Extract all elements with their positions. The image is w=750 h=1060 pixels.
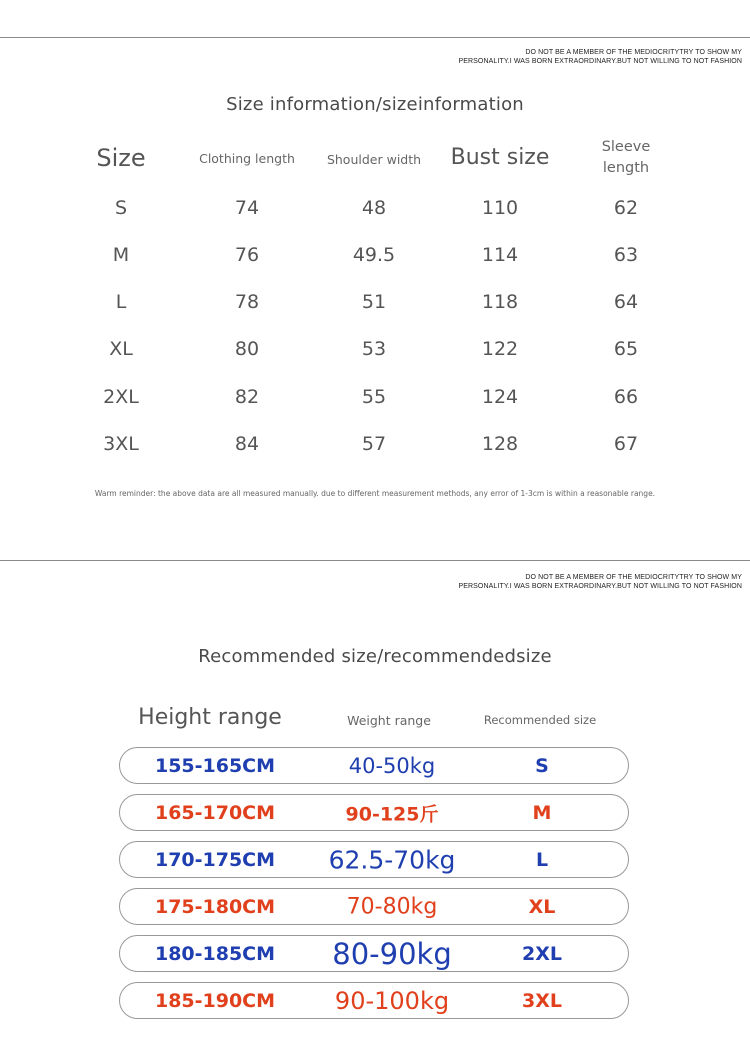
- tagline-line-1: DO NOT BE A MEMBER OF THE MEDIOCRITYTRY TO SHOW MY: [525, 574, 742, 581]
- recommended-size-value: 2XL: [522, 942, 562, 965]
- table-row: [0, 197, 750, 227]
- recommended-size-value: 3XL: [522, 989, 562, 1012]
- recommend-row-6: [119, 982, 629, 1019]
- cell-size: L: [115, 291, 127, 313]
- cell-clothing-length: 74: [234, 197, 260, 219]
- recommended-size-value: XL: [528, 895, 556, 918]
- tagline-line-2: PERSONALITY.I WAS BORN EXTRAORDINARY.BUT NOT WILLING TO NOT FASHION: [458, 583, 742, 590]
- header-sleeve-length: Sleeve length: [601, 139, 651, 176]
- cell-sleeve-length: 62: [613, 197, 639, 219]
- header-weight-range: Weight range: [347, 713, 431, 728]
- cell-sleeve-length: 67: [613, 433, 639, 455]
- cell-bust-size: 110: [481, 197, 519, 219]
- cell-bust-size: 128: [481, 433, 519, 455]
- tagline-top: [382, 48, 742, 66]
- table-row: [0, 386, 750, 416]
- table-row: [0, 338, 750, 368]
- recommend-row-2: [119, 794, 629, 831]
- cell-clothing-length: 80: [234, 338, 260, 360]
- recommended-size-value: L: [535, 848, 549, 871]
- header-bust-size: Bust size: [450, 145, 550, 170]
- cell-sleeve-length: 63: [613, 244, 639, 266]
- height-range-value: 175-180CM: [154, 895, 276, 918]
- cell-shoulder-width: 49.5: [352, 244, 396, 266]
- size-section-title: Size information/sizeinformation: [226, 94, 524, 115]
- cell-size: S: [114, 197, 128, 219]
- cell-size: 2XL: [103, 386, 139, 408]
- weight-range-value: 80-90kg: [332, 936, 452, 971]
- cell-clothing-length: 78: [234, 291, 260, 313]
- recommend-row-5: [119, 935, 629, 972]
- cell-sleeve-length: 64: [613, 291, 639, 313]
- cell-bust-size: 122: [481, 338, 519, 360]
- cell-bust-size: 124: [481, 386, 519, 408]
- cell-clothing-length: 84: [234, 433, 260, 455]
- weight-range-value: 90-100kg: [334, 986, 450, 1015]
- weight-range-value: 40-50kg: [348, 753, 436, 778]
- cell-clothing-length: 82: [234, 386, 260, 408]
- header-recommended-size: Recommended size: [483, 713, 597, 727]
- divider-top: [0, 37, 750, 38]
- cell-sleeve-length: 66: [613, 386, 639, 408]
- recommend-row-4: [119, 888, 629, 925]
- recommended-size-value: M: [532, 801, 552, 824]
- recommend-row-3: [119, 841, 629, 878]
- tagline-line-1: DO NOT BE A MEMBER OF THE MEDIOCRITYTRY TO SHOW MY: [525, 49, 742, 56]
- header-shoulder-width: Shoulder width: [326, 152, 422, 167]
- cell-bust-size: 114: [481, 244, 519, 266]
- recommended-size-value: S: [535, 754, 549, 777]
- cell-size: M: [112, 244, 130, 266]
- weight-range-value: 62.5-70kg: [328, 845, 456, 874]
- tagline-middle: [382, 573, 742, 591]
- recommend-table-header: [0, 700, 750, 740]
- height-range-value: 185-190CM: [154, 989, 276, 1012]
- height-range-value: 155-165CM: [154, 754, 276, 777]
- measurement-reminder: Warm reminder: the above data are all measured manually. due to different measurement methods, any error of 1-3cm is within a reasonable range.: [94, 489, 656, 498]
- table-row: [0, 291, 750, 321]
- tagline-line-2: PERSONALITY.I WAS BORN EXTRAORDINARY.BUT NOT WILLING TO NOT FASHION: [458, 58, 742, 65]
- header-size: Size: [96, 144, 146, 172]
- cell-clothing-length: 76: [234, 244, 260, 266]
- cell-sleeve-length: 65: [613, 338, 639, 360]
- cell-shoulder-width: 57: [361, 433, 387, 455]
- size-table-header: [0, 130, 750, 190]
- weight-range-value: 90-125斤: [345, 803, 439, 825]
- divider-middle: [0, 560, 750, 561]
- header-height-range: Height range: [138, 705, 282, 730]
- height-range-value: 165-170CM: [154, 801, 276, 824]
- recommend-row-1: [119, 747, 629, 784]
- table-row: [0, 433, 750, 463]
- cell-shoulder-width: 48: [361, 197, 387, 219]
- recommend-section-title: Recommended size/recommendedsize: [198, 646, 552, 667]
- cell-shoulder-width: 55: [361, 386, 387, 408]
- cell-size: 3XL: [103, 433, 139, 455]
- cell-shoulder-width: 51: [361, 291, 387, 313]
- height-range-value: 180-185CM: [154, 942, 276, 965]
- cell-bust-size: 118: [481, 291, 519, 313]
- cell-shoulder-width: 53: [361, 338, 387, 360]
- header-clothing-length: Clothing length: [199, 151, 295, 166]
- table-row: [0, 244, 750, 274]
- weight-range-value: 70-80kg: [346, 894, 438, 919]
- cell-size: XL: [109, 338, 133, 360]
- height-range-value: 170-175CM: [154, 848, 276, 871]
